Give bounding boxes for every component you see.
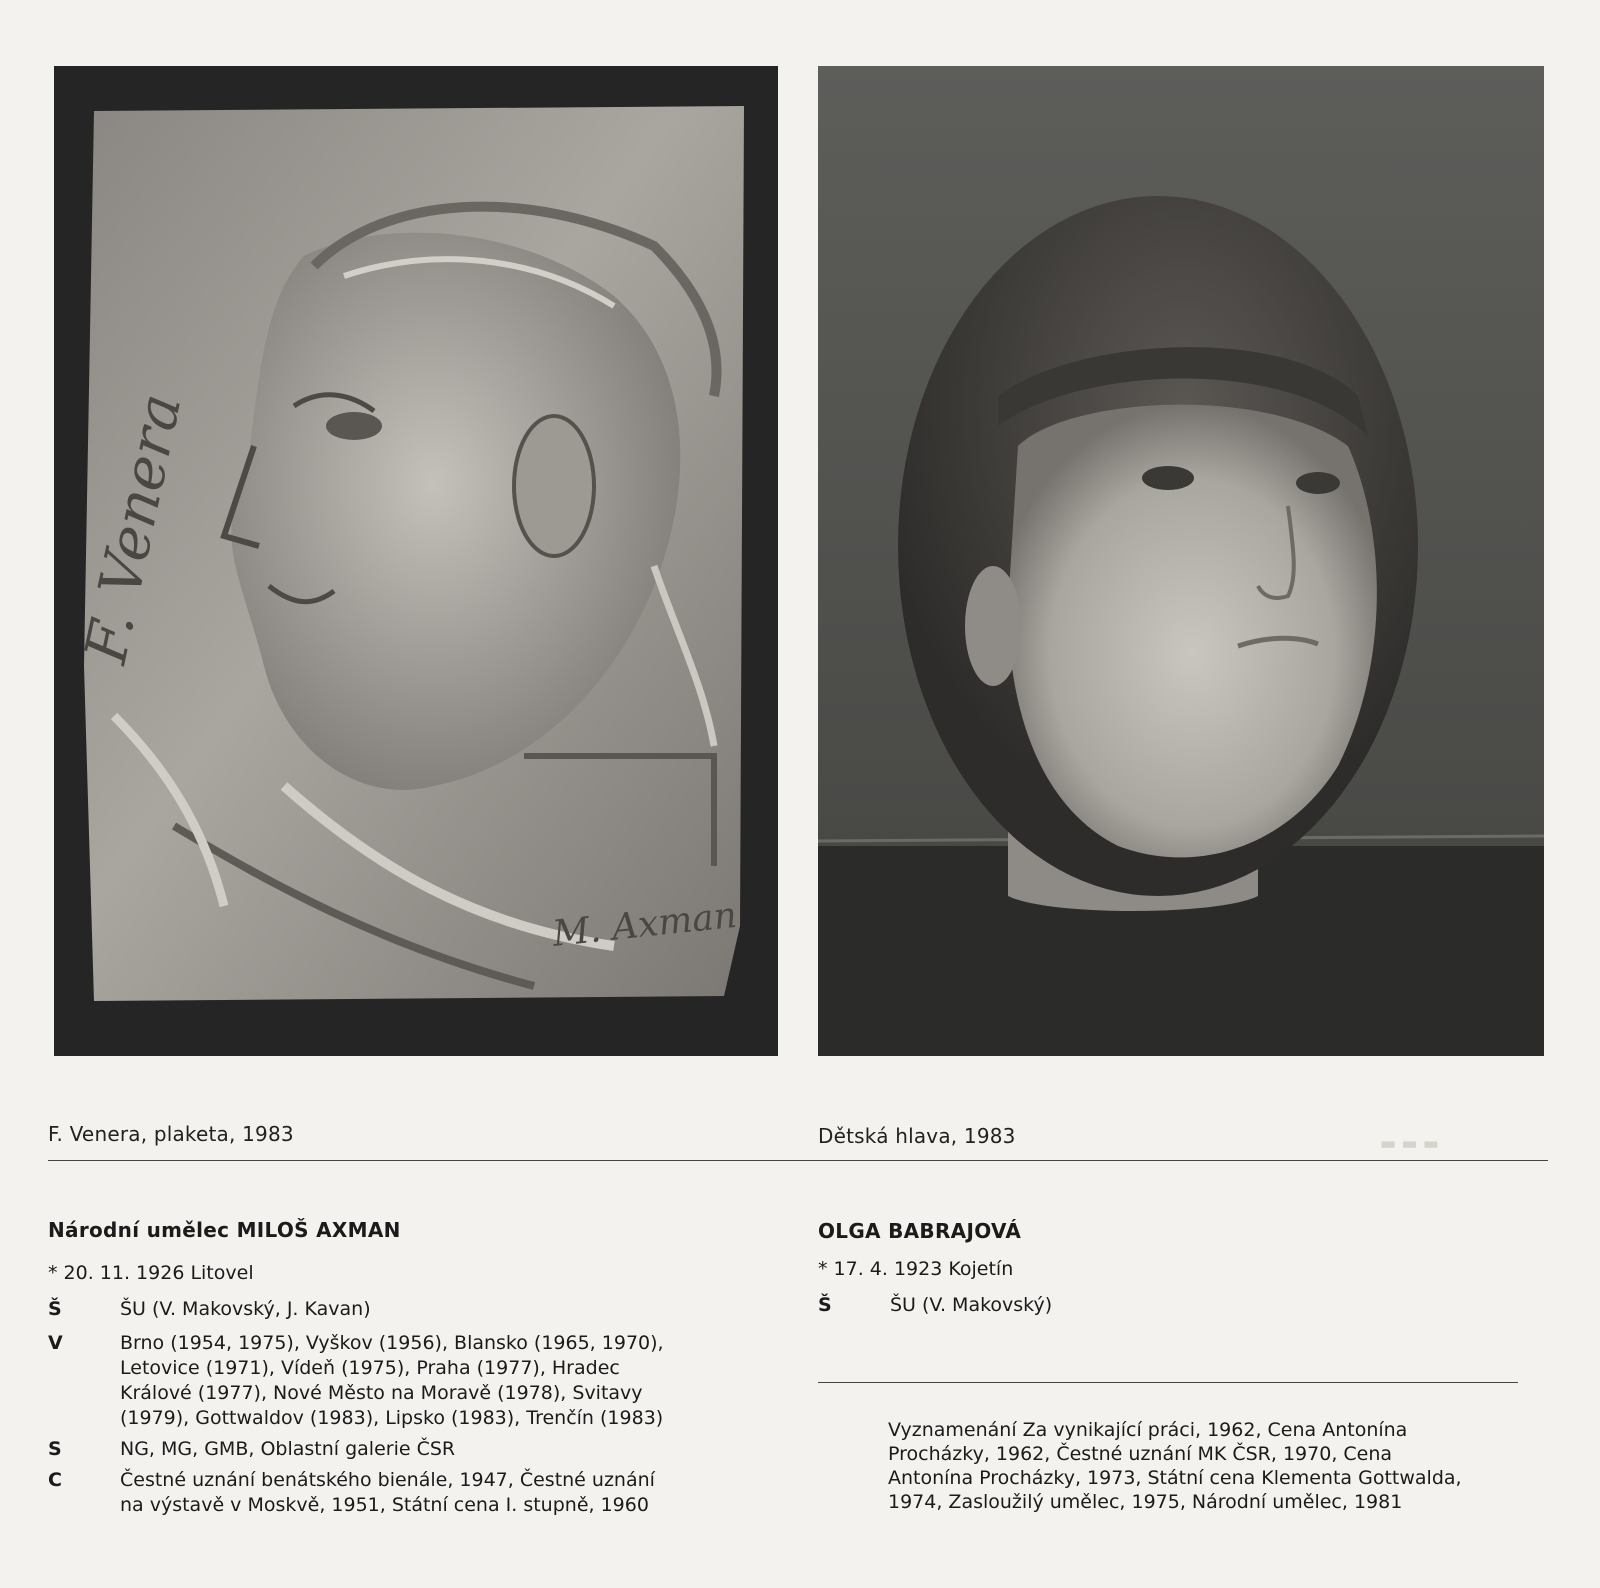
left-entry-school <box>48 1297 788 1322</box>
entry-line: na výstavě v Moskvě, 1951, Státní cena I. stupně, 1960 <box>120 1494 649 1516</box>
entry-key: C <box>48 1469 62 1491</box>
entry-line: (1979), Gottwaldov (1983), Lipsko (1983), Trenčín (1983) <box>120 1407 664 1429</box>
plaque-signature-axman: M. Axman <box>550 894 739 955</box>
entry-line: ŠU (V. Makovský) <box>890 1294 1053 1316</box>
entry-key: Š <box>818 1294 832 1316</box>
caption-divider <box>48 1160 1548 1161</box>
left-entry-exhibitions <box>48 1331 788 1431</box>
awards-line: Procházky, 1962, Čestné uznání MK ČSR, 1970, Cena <box>888 1443 1393 1465</box>
entry-key: S <box>48 1438 62 1460</box>
left-artist-title: Národní umělec <box>48 1218 237 1242</box>
right-awards-block <box>888 1418 1548 1514</box>
right-section-divider <box>818 1382 1518 1383</box>
left-entry-awards <box>48 1468 788 1518</box>
entry-line: NG, MG, GMB, Oblastní galerie ČSR <box>120 1438 456 1460</box>
left-artist-heading <box>48 1218 401 1242</box>
entry-line: Letovice (1971), Vídeň (1975), Praha (1977), Hradec <box>120 1357 620 1379</box>
bleed-through-text: ▬ ▬ ▬ <box>1380 1134 1439 1154</box>
left-photo-caption: F. Venera, plaketa, 1983 <box>48 1122 294 1146</box>
plaque-relief-image <box>54 66 778 1056</box>
left-artist-birth: * 20. 11. 1926 Litovel <box>48 1262 254 1284</box>
awards-line: 1974, Zasloužilý umělec, 1975, Národní umělec, 1981 <box>888 1491 1403 1513</box>
child-head-photo <box>818 66 1544 1056</box>
right-entry-school <box>818 1293 1518 1318</box>
right-photo-caption: Dětská hlava, 1983 <box>818 1124 1016 1148</box>
entry-line: Králové (1977), Nové Město na Moravě (1978), Svitavy <box>120 1382 643 1404</box>
entry-line: ŠU (V. Makovský, J. Kavan) <box>120 1298 371 1320</box>
left-entry-collections <box>48 1437 788 1462</box>
entry-line: Čestné uznání benátského bienále, 1947, Čestné uznání <box>120 1469 655 1491</box>
right-artist-heading: OLGA BABRAJOVÁ <box>818 1219 1022 1243</box>
plaque-photo <box>54 66 778 1056</box>
entry-key: V <box>48 1332 63 1354</box>
awards-line: Vyznamenání Za vynikající práci, 1962, Cena Antonína <box>888 1419 1408 1441</box>
plaque-signature-venera: F. Venera <box>71 387 195 669</box>
entry-line: Brno (1954, 1975), Vyškov (1956), Blansko (1965, 1970), <box>120 1332 664 1354</box>
left-artist-name: MILOŠ AXMAN <box>236 1218 401 1242</box>
awards-line: Antonína Procházky, 1973, Státní cena Klementa Gottwalda, <box>888 1467 1462 1489</box>
right-artist-birth: * 17. 4. 1923 Kojetín <box>818 1258 1014 1280</box>
child-head-image <box>818 66 1544 1056</box>
entry-key: Š <box>48 1298 62 1320</box>
